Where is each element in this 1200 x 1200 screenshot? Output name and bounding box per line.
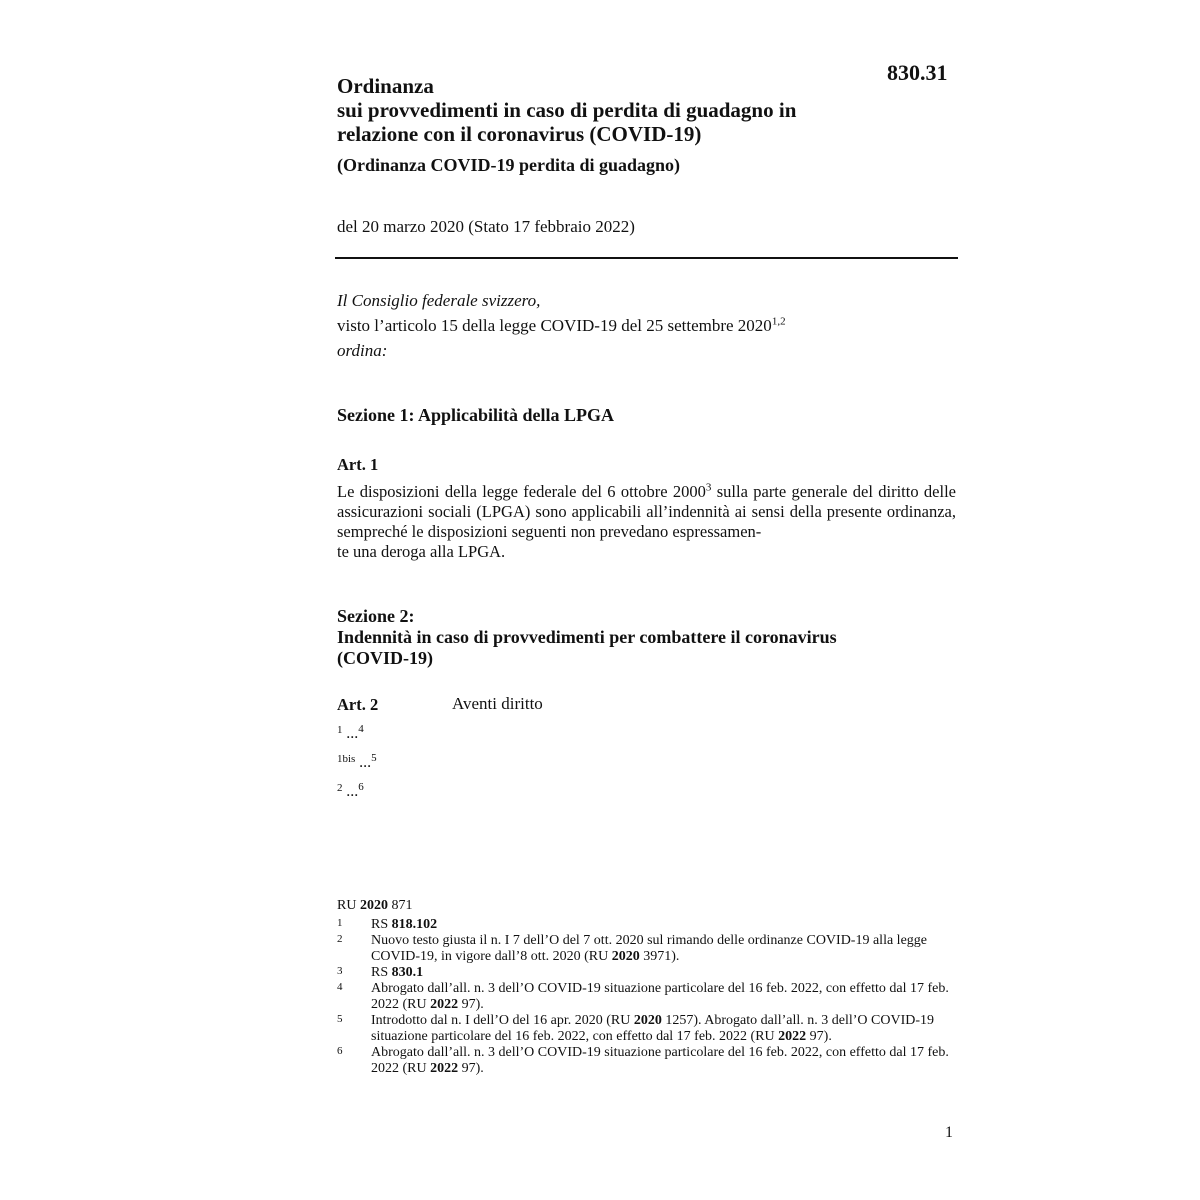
footnote-number: 4 [337, 981, 343, 993]
preamble-authority: Il Consiglio federale svizzero, [337, 291, 541, 310]
date-line: del 20 marzo 2020 (Stato 17 febbraio 2022) [337, 217, 635, 236]
footnote-text: RS 818.102 [371, 917, 438, 932]
footnote-item [337, 965, 952, 981]
ru-prefix: RU [337, 898, 357, 913]
footnote-item [337, 1013, 952, 1045]
article-1-text-part: Le disposizioni della legge federale del 6 ottobre 2000 [337, 482, 706, 501]
page-number: 1 [945, 1124, 953, 1141]
repealed-paragraph [337, 783, 364, 801]
footnote-text: Introdotto dal n. I dell’O del 16 apr. 2020 (RU 2020 1257). Abrogato dall’all. n. 3 dell’O COVID-19 situazione particolare del 16 feb. 2022, con effetto dal 17 feb. 2022 (RU 2022 97). [371, 1013, 935, 1044]
footnote-text: Abrogato dall’all. n. 3 dell’O COVID-19 situazione particolare del 16 feb. 2022, con effetto dal 17 feb. 2022 (RU 2022 97). [371, 1045, 949, 1076]
footnote-text: Nuovo testo giusta il n. I 7 dell’O del 7 ott. 2020 sul rimando delle ordinanze COVID-19 alla legge COVID-19, in vigore dall’8 ott. 2020 (RU 2020 3971). [371, 933, 927, 964]
repealed-paragraph [337, 725, 364, 743]
footnote-ref[interactable]: 3 [705, 481, 712, 494]
footnote-item [337, 981, 952, 1013]
short-title: (Ordinanza COVID-19 perdita di guadagno) [337, 155, 681, 175]
article-1-text-last: te una deroga alla LPGA. [337, 542, 506, 561]
repealed-paragraph [337, 754, 377, 772]
preamble-visto [337, 313, 786, 338]
footnote-item [337, 933, 952, 965]
visto-text: visto l’articolo 15 della legge COVID-19 del 25 settembre 2020 [337, 316, 772, 335]
heading-line: Indennità in caso di provvedimenti per combattere il coronavirus [337, 627, 837, 647]
footnote-number: 5 [337, 1013, 343, 1025]
section-2-heading [337, 606, 837, 669]
article-1-text [337, 482, 956, 562]
footnote-ref[interactable]: 5 [371, 752, 377, 764]
article-2-label: Art. 2 [337, 695, 379, 714]
footnote-text: Abrogato dall’all. n. 3 dell’O COVID-19 situazione particolare del 16 feb. 2022, con effetto dal 17 feb. 2022 (RU 2022 97). [371, 981, 949, 1012]
footnote-number: 3 [337, 965, 343, 977]
repealed-dots: ... [359, 754, 372, 771]
ru-reference [337, 898, 952, 914]
footnote-number: 1 [337, 917, 343, 929]
section-1-heading: Sezione 1: Applicabilità della LPGA [337, 405, 615, 425]
footnote-ref[interactable]: 6 [358, 781, 364, 793]
footnote-number: 2 [337, 933, 343, 945]
article-1-text-part: sulla parte generale del diritto delle assicurazioni sociali (LPGA) sono applicabili all’indennità ai sensi della presente ordinanza, sempreché le disposizioni seguenti non prevedano espressamen- [337, 482, 956, 541]
repealed-dots: ... [346, 783, 359, 800]
footnote-number: 6 [337, 1045, 343, 1057]
document-title [337, 74, 917, 146]
footnote-item [337, 917, 952, 933]
footnote-text: RS 830.1 [371, 965, 424, 980]
paragraph-number: 1 [337, 724, 343, 736]
sr-number: 830.31 [887, 60, 948, 85]
footnote-ref[interactable]: 1,2 [771, 315, 786, 328]
heading-line: (COVID-19) [337, 648, 433, 668]
title-line: relazione con il coronavirus (COVID-19) [337, 122, 702, 146]
header-divider [335, 257, 958, 259]
article-2-title: Aventi diritto [452, 694, 543, 713]
preamble-ordina: ordina: [337, 341, 388, 360]
title-line: sui provvedimenti in caso di perdita di guadagno in [337, 98, 797, 122]
ru-year: 2020 [359, 898, 388, 913]
article-1-label: Art. 1 [337, 455, 379, 474]
heading-line: Sezione 2: [337, 606, 415, 626]
preamble [337, 288, 786, 363]
ru-page: 871 [391, 898, 413, 913]
footnotes [337, 898, 952, 1077]
footnote-item [337, 1045, 952, 1077]
paragraph-number: 1bis [337, 753, 356, 765]
title-line: Ordinanza [337, 74, 434, 98]
footnote-ref[interactable]: 4 [358, 723, 364, 735]
paragraph-number: 2 [337, 782, 343, 794]
repealed-dots: ... [346, 725, 359, 742]
